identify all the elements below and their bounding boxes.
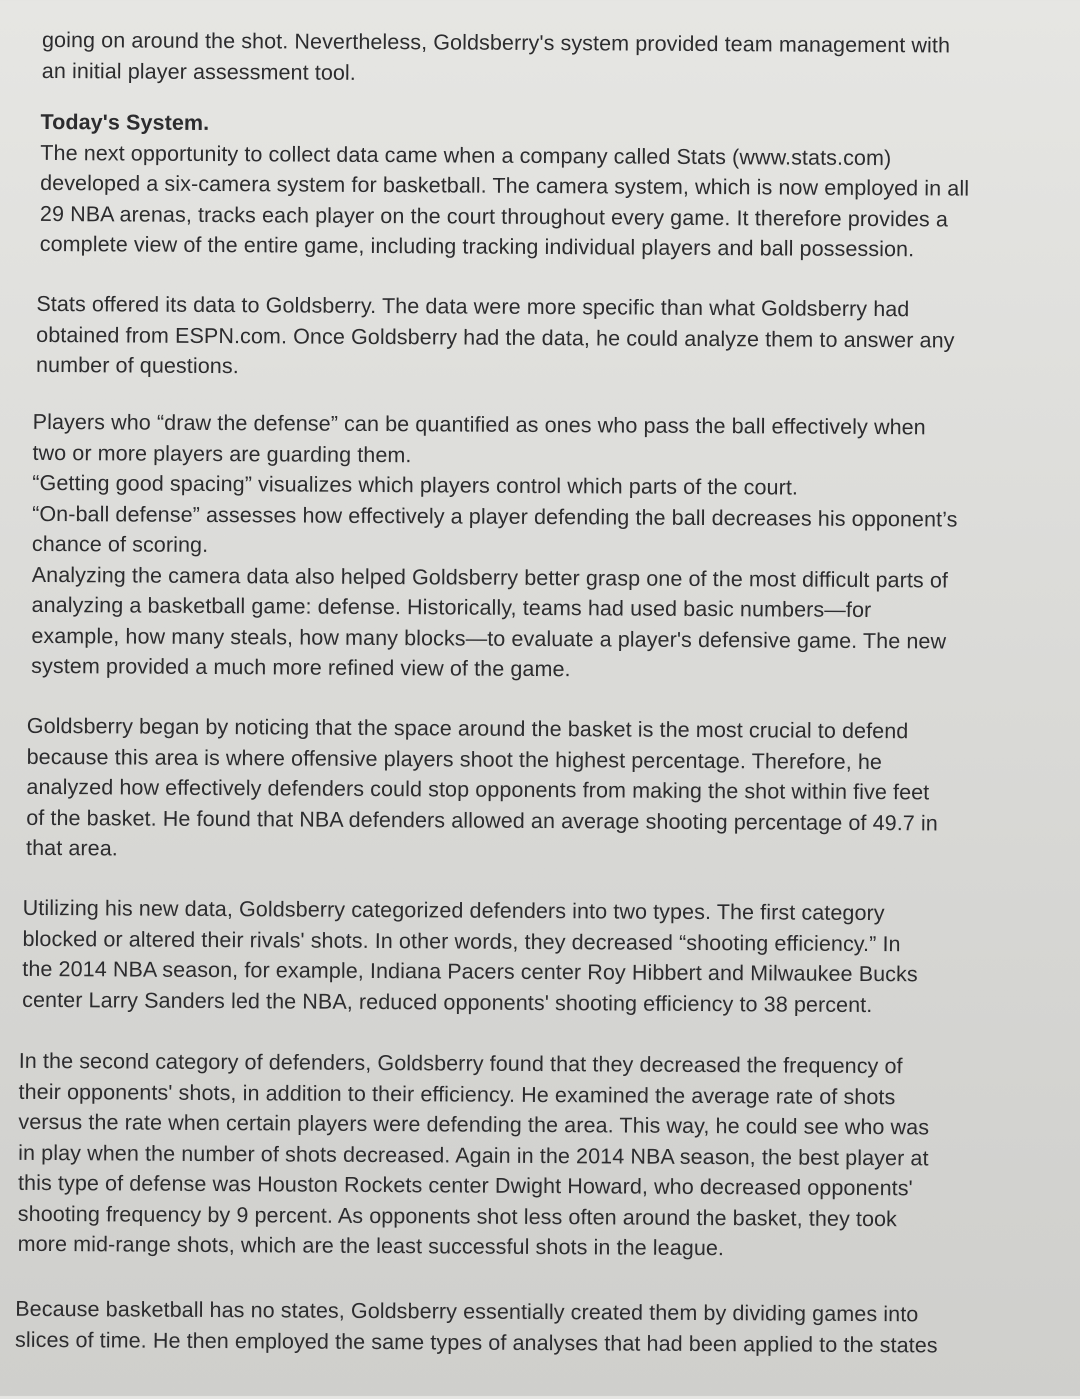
text-line: Players who “draw the defense” can be quantified as ones who pass the ball effectively when bbox=[32, 409, 926, 440]
text-line: center Larry Sanders led the NBA, reduced opponents' shooting efficiency to 38 percent. bbox=[22, 987, 873, 1017]
text-line: chance of scoring. bbox=[31, 531, 209, 557]
text-line: Stats offered its data to Goldsberry. The data were more specific than what Goldsberry had bbox=[36, 291, 910, 322]
text-line: their opponents' shots, in addition to their efficiency. He examined the average rate of shots bbox=[18, 1079, 896, 1109]
paragraph-intro-end bbox=[42, 25, 1017, 92]
text-line: because this area is where offensive players shoot the highest percentage. Therefore, he bbox=[26, 744, 883, 774]
text-line: versus the rate when certain players were defending the area. This way, he could see who was bbox=[18, 1109, 930, 1140]
text-line: Goldsberry began by noticing that the space around the basket is the most crucial to defend bbox=[26, 713, 909, 744]
text-line: example, how many steals, how many blocks—to evaluate a player's defensive game. The new bbox=[31, 623, 947, 653]
text-line: 29 NBA arenas, tracks each player on the court throughout every game. It therefore provides a bbox=[39, 201, 949, 231]
text-line: blocked or altered their rivals' shots. In other words, they decreased “shooting efficiency.” In bbox=[22, 926, 901, 956]
text-line: complete view of the entire game, including tracking individual players and ball possession. bbox=[39, 231, 915, 262]
text-line: Analyzing the camera data also helped Goldsberry better grasp one of the most difficult parts of bbox=[31, 562, 949, 592]
text-line: this type of defense was Houston Rockets center Dwight Howard, who decreased opponents' bbox=[17, 1170, 913, 1201]
text-line: an initial player assessment tool. bbox=[41, 58, 357, 85]
text-line: in play when the number of shots decreased. Again in the 2014 NBA season, the best player at bbox=[18, 1140, 929, 1170]
text-line: more mid-range shots, which are the least successful shots in the league. bbox=[17, 1231, 725, 1261]
paragraph-states bbox=[15, 1294, 990, 1361]
text-line: Because basketball has no states, Goldsberry essentially created them by dividing games into bbox=[15, 1296, 919, 1327]
text-line: the 2014 NBA season, for example, Indiana Pacers center Roy Hibbert and Milwaukee Bucks bbox=[22, 956, 918, 987]
paragraph-todays-system bbox=[40, 107, 1016, 265]
text-line: going on around the shot. Nevertheless, Goldsberry's system provided team management with bbox=[41, 27, 951, 58]
text-line: number of questions. bbox=[35, 352, 239, 379]
text-line: system provided a much more refined view of the game. bbox=[31, 653, 571, 682]
text-line: slices of time. He then employed the same types of analyses that had been applied to the states bbox=[14, 1327, 938, 1357]
text-line: “On-ball defense” assesses how effectively a player defending the ball decreases his opponent’s bbox=[32, 501, 958, 532]
text-line: Utilizing his new data, Goldsberry categorized defenders into two types. The first category bbox=[22, 895, 885, 926]
text-line: obtained from ESPN.com. Once Goldsberry had the data, he could analyze them to answer any bbox=[36, 322, 955, 353]
paragraph-basket-space bbox=[26, 711, 1002, 869]
text-line: In the second category of defenders, Goldsberry found that they decreased the frequency of bbox=[18, 1048, 903, 1079]
text-line: The next opportunity to collect data came when a company called Stats (www.stats.com) bbox=[40, 140, 892, 170]
paragraph-defense-metrics bbox=[31, 407, 1008, 687]
text-line: of the basket. He found that NBA defenders allowed an average shooting percentage of 49.7 in bbox=[26, 805, 938, 835]
text-line: “Getting good spacing” visualizes which players control which parts of the court. bbox=[32, 470, 799, 500]
text-line: analyzing a basketball game: defense. Historically, teams had used basic numbers—for bbox=[31, 592, 872, 623]
paragraph-stats-data bbox=[36, 289, 1012, 386]
text-line: developed a six-camera system for basketball. The camera system, which is now employed in all bbox=[40, 170, 970, 201]
text-line: that area. bbox=[26, 835, 118, 861]
section-heading: Today's System. bbox=[40, 109, 210, 135]
paragraph-second-category bbox=[18, 1046, 994, 1265]
paragraph-first-category bbox=[22, 893, 998, 1021]
text-line: two or more players are guarding them. bbox=[32, 440, 412, 467]
text-line: analyzed how effectively defenders could stop opponents from making the shot within five feet bbox=[26, 774, 930, 805]
text-line: shooting frequency by 9 percent. As opponents shot less often around the basket, they took bbox=[17, 1201, 898, 1231]
